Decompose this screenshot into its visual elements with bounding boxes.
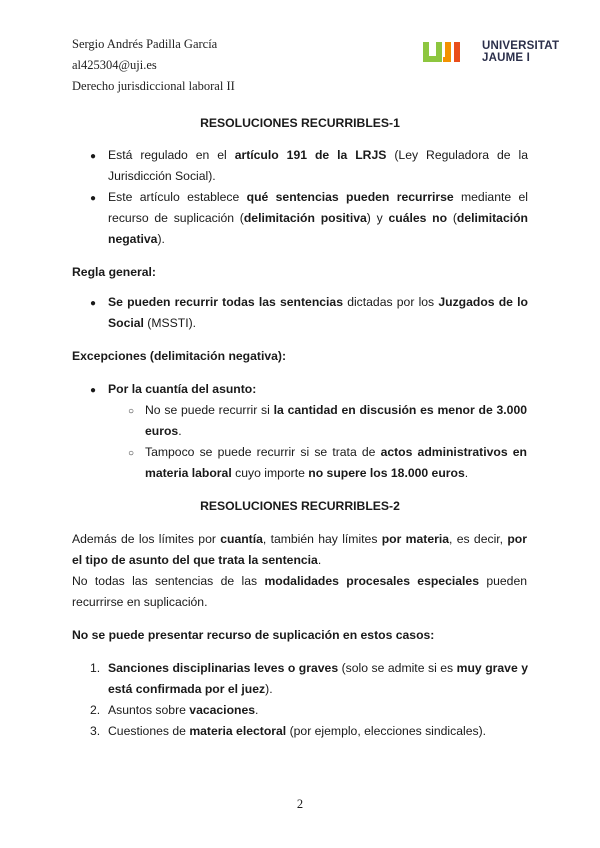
section1-bullet-1 [108, 145, 528, 187]
text-run: mediante el recurso de suplicación ( [108, 190, 528, 225]
bold-text-run: actos administrativos en materia laboral [145, 445, 527, 480]
bold-text-run: vacaciones [189, 703, 256, 717]
sub-bullet-circle: ○ [128, 406, 135, 417]
logo-line2: JAUME I [482, 52, 531, 64]
case-item-1 [108, 658, 528, 700]
sub-bullet-circle: ○ [128, 448, 135, 459]
bold-text-run: Sanciones disciplinarias leves o graves [108, 661, 339, 675]
text-run: ). [265, 682, 273, 696]
text-run: , también hay límites [262, 532, 382, 546]
list-number: 2. [90, 703, 101, 717]
text-run: ). [157, 232, 165, 246]
text-run: (Ley Reguladora de la Jurisdicción Social). [108, 148, 528, 183]
bullet-dot: ● [90, 193, 97, 204]
text-run: (por ejemplo, elecciones sindicales). [286, 724, 487, 738]
logo-letter-j [443, 42, 451, 62]
text-run: ) y [366, 211, 389, 225]
text-run: . [255, 703, 259, 717]
section1-title: RESOLUCIONES RECURRIBLES-1 [200, 116, 400, 130]
section2-paragraph-2 [72, 571, 527, 613]
text-run: ( [447, 211, 457, 225]
bold-text-run: Se pueden recurrir todas las sentencias [108, 295, 343, 309]
sub-bullet-2 [145, 442, 527, 484]
text-run: Además de los límites por [72, 532, 221, 546]
bold-text-run: cuantía [220, 532, 263, 546]
bold-text-run: modalidades procesales especiales [264, 574, 479, 588]
bold-text-run: muy grave y está confirmada por el juez [108, 661, 528, 696]
text-run: cuyo importe [231, 466, 309, 480]
text-run: dictadas por los [343, 295, 439, 309]
section2-paragraph-1 [72, 529, 527, 571]
bold-text-run: Juzgados de lo Social [108, 295, 528, 330]
author-email: al425304@uji.es [72, 58, 157, 72]
logo-letter-u [423, 42, 442, 62]
bold-text-run: cuáles no [388, 211, 448, 225]
section2-title: RESOLUCIONES RECURRIBLES-2 [200, 499, 400, 513]
text-run: Tampoco se puede recurrir si se trata de [145, 445, 381, 459]
rule-heading: Regla general: [72, 265, 156, 279]
course-name: Derecho jurisdiccional laboral II [72, 79, 235, 93]
text-run: . [317, 553, 322, 567]
text-run: (MSSTI). [143, 316, 197, 330]
exception-bullet: Por la cuantía del asunto: [108, 382, 257, 396]
list-number: 1. [90, 661, 101, 675]
bold-text-run: por el tipo de asunto del que trata la sentencia [72, 532, 527, 567]
text-run: pueden recurrirse en suplicación. [72, 574, 527, 609]
text-run: Está regulado en el [108, 148, 235, 162]
text-run: . [178, 424, 182, 438]
bullet-dot: ● [90, 298, 97, 309]
text-run: Cuestiones de [108, 724, 190, 738]
text-run: No todas las sentencias de las [72, 574, 265, 588]
logo-line1: UNIVERSITAT [482, 40, 560, 52]
bold-text-run: la cantidad en discusión es menor de 3.000 euros [145, 403, 527, 438]
cases-heading: No se puede presentar recurso de suplicación en estos casos: [72, 628, 435, 642]
text-run: No se puede recurrir si [145, 403, 274, 417]
bullet-dot: ● [90, 385, 97, 396]
section1-bullet-2 [108, 187, 528, 250]
bold-text-run: materia electoral [189, 724, 287, 738]
bold-text-run: no supere los 18.000 euros [308, 466, 465, 480]
bold-text-run: delimitación positiva [243, 211, 367, 225]
case-item-3 [108, 721, 528, 742]
text-run: (solo se admite si es [338, 661, 457, 675]
bold-text-run: qué sentencias pueden recurrirse [246, 190, 454, 204]
text-run: Este artículo establece [108, 190, 247, 204]
bullet-dot: ● [90, 151, 97, 162]
text-run: . [464, 466, 469, 480]
page-number: 2 [296, 797, 304, 811]
case-item-2 [108, 700, 528, 721]
text-run: Asuntos sobre [108, 703, 190, 717]
bold-text-run: delimitación negativa [108, 211, 528, 246]
text-run: , es decir, [449, 532, 508, 546]
exceptions-heading: Excepciones (delimitación negativa): [72, 349, 287, 363]
bold-text-run: artículo 191 de la LRJS [234, 148, 387, 162]
author-name: Sergio Andrés Padilla García [72, 37, 218, 51]
rule-bullet [108, 292, 528, 334]
list-number: 3. [90, 724, 101, 738]
sub-bullet-1 [145, 400, 527, 442]
bold-text-run: por materia [381, 532, 450, 546]
